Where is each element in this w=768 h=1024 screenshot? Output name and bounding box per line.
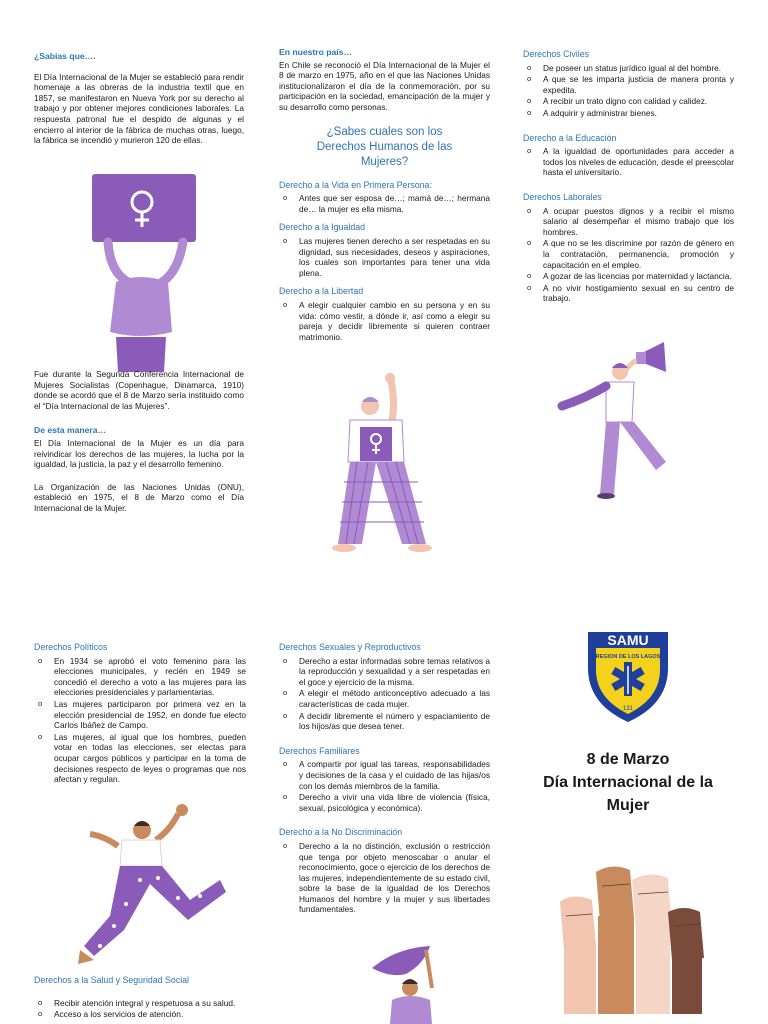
list-item: o De poseer un status jurídico igual al del hombre.	[527, 63, 734, 74]
list-item: o A elegir cualquier cambio en su persona y en su vida: cómo vestir, a dónde ir, así como a elegir su pareja y decidir libremente si quieren contraer matrimonio.	[283, 300, 490, 342]
woman-holding-sign-illustration	[88, 172, 203, 372]
onu-text: La Organización de las Naciones Unidas (ONU), estableció en 1975, el 8 de Marzo como el Día Internacional de la Mujer.	[34, 481, 244, 513]
politicos-heading: Derechos Políticos	[34, 642, 108, 652]
column-civil-rights	[523, 49, 734, 305]
list-item: o Antes que ser esposa de…; mamá de…; hermana de… la mujer es ella misma.	[283, 193, 490, 214]
column-sexual-rights	[279, 642, 490, 916]
cover-title-event: Día Internacional de la Mujer	[543, 774, 713, 814]
woman-with-megaphone-illustration	[556, 338, 676, 500]
vida-heading: Derecho a la Vida en Primera Persona:	[279, 179, 432, 190]
list-item: o A adquirir y administrar bienes.	[527, 108, 734, 119]
sexuales-heading: Derechos Sexuales y Reproductivos	[279, 642, 421, 652]
familiares-list	[283, 759, 490, 813]
samu-ring-text: REGION DE LOS LAGOS	[595, 654, 661, 660]
igualdad-list	[283, 236, 490, 278]
educacion-heading: Derecho a la Educación	[523, 132, 617, 143]
list-item: o Las mujeres participaron por primera vez en la elección presidencial de 1952, en donde fue electo Carlos Ibáñez de Campo.	[38, 699, 246, 731]
rights-question: ¿Sabes cuales son los Derechos Humanos de las Mujeres?	[316, 125, 453, 168]
list-item: o Derecho a la no distinción, exclusión o restricción que tenga por objeto menoscabar o anular el reconocimiento, goce o ejercicio de los derechos de las mujeres, independientemente de su estado civil, sobre la base de la igualdad de los Derechos Humanos del hombre y la mujer y sus libertades fundamentales.	[283, 841, 490, 915]
samu-logo	[584, 628, 672, 724]
list-item: o A elegir el método anticonceptivo adecuado a las características de cada mujer.	[283, 688, 490, 709]
woman-raising-fist-illustration	[322, 372, 447, 554]
column-political-rights	[34, 642, 246, 786]
samu-number: 131	[622, 706, 634, 712]
pais-heading: En nuestro país…	[279, 47, 353, 57]
list-item: o A recibir un trato digno con calidad y calidez.	[527, 96, 734, 107]
libertad-list	[283, 300, 490, 342]
list-item: o Derecho a estar informadas sobre temas relativos a la reproducción y sexualidad y a ser respetadas en el goce y ejercicio de la misma.	[283, 656, 490, 688]
list-item: o Las mujeres, al igual que los hombres, pueden votar en todas las elecciones, ser electas para ocupar cargos públicos y participar en la toma de decisiones respecto de leyes o programas que nos afectan y regulan.	[38, 732, 246, 785]
column-history-2	[34, 369, 244, 524]
column-chile	[279, 47, 490, 343]
list-item: o A ocupar puestos dignos y a recibir el mismo salario al desempeñar el mismo trabajo que los hombres.	[527, 206, 734, 238]
conferencia-text: Fue durante la Segunda Conferencia Internacional de Mujeres Socialistas (Copenhague, Dinamarca, 1910) donde se acordó que el 8 de Marzo sería instituido como el “Día Internacional de las Mujeres”.	[34, 369, 244, 411]
salud-list	[38, 998, 246, 1020]
pais-text: En Chile se reconoció el Día Internacional de la Mujer el 8 de marzo en 1975, año en el que las Naciones Unidas institucionalizaron el día de la conmemoración, por su participación en la sociedad, emancipación de la mujer y su desarrollo como personas.	[279, 59, 490, 112]
list-item: o Recibir atención integral y respetuosa a su salud.	[38, 998, 246, 1009]
list-item: o A gozar de las licencias por maternidad y lactancia.	[527, 271, 734, 282]
raised-fists-illustration	[556, 858, 716, 1014]
list-item: o Las mujeres tienen derecho a ser respetadas en su dignidad, sus necesidades, deseos y aspiraciones, los cuales son importantes para tener una vida plena.	[283, 236, 490, 278]
cover-title-date: 8 de Marzo	[586, 751, 670, 768]
igualdad-heading: Derecho a la Igualdad	[279, 222, 366, 233]
column-history	[34, 51, 244, 156]
salud-heading: Derechos a la Salud y Seguridad Social	[34, 975, 190, 985]
list-item: o Derecho a vivir una vida libre de violencia (física, sexual, psicológica y económica).	[283, 792, 490, 813]
list-item: o En 1934 se aprobó el voto femenino para las elecciones municipales, y recién en 1949 se concedió el derecho a voto a las mujeres para las elecciones presidenciales y parlamentarias.	[38, 656, 246, 698]
list-item: o A que se les imparta justicia de manera pronta y expedita.	[527, 74, 734, 95]
libertad-heading: Derecho a la Libertad	[279, 286, 364, 297]
politicos-list	[38, 656, 246, 785]
civiles-heading: Derechos Civiles	[523, 49, 589, 59]
educacion-list	[527, 146, 734, 178]
manera-text: El Día Internacional de la Mujer es un día para reivindicar los derechos de las mujeres, la lucha por la igualdad, la justicia, la paz y el desarrollo femenino.	[34, 437, 244, 470]
list-item: o A que no se les discrimine por razón de género en la contratación, permanencia, promoción y capacitación en el empleo.	[527, 238, 734, 270]
manera-heading: De esta manera…	[34, 425, 107, 436]
sabias-heading: ¿Sabias que….	[34, 51, 96, 61]
laborales-list	[527, 206, 734, 304]
woman-with-flag-illustration	[366, 944, 446, 1024]
nodiscrim-list	[283, 841, 490, 915]
sexuales-list	[283, 656, 490, 732]
vida-list	[283, 193, 490, 214]
sabias-text: El Día Internacional de la Mujer se estableció para rendir homenaje a las obreras de la industria textil que en 1857, se manifestaron en Nueva York por su derecho al trabajo y por obtener mejores condiciones laborales. La respuesta patronal fue el despido de algunas y el encierro al interior de la fábrica de muchas otras, luego, la fábrica se incendió y murieron 120 de ellas.	[34, 71, 244, 146]
cover-title	[528, 748, 728, 817]
laborales-heading: Derechos Laborales	[523, 191, 602, 202]
familiares-heading: Derechos Familiares	[279, 745, 360, 756]
civiles-list	[527, 63, 734, 119]
samu-logo-text: SAMU	[607, 632, 649, 648]
list-item: o A decidir libremente el número y espaciamiento de los hijos/as que desea tener.	[283, 711, 490, 732]
list-item: o A no vivir hostigamiento sexual en su centro de trabajo.	[527, 283, 734, 304]
column-health-rights	[34, 975, 246, 1021]
list-item: o Acceso a los servicios de atención.	[38, 1009, 246, 1020]
nodiscrim-heading: Derecho a la No Discriminación	[279, 827, 403, 838]
list-item: o A la igualdad de oportunidades para acceder a todos los niveles de educación, desde el preescolar hasta el universitario.	[527, 146, 734, 178]
woman-running-illustration	[70, 800, 230, 966]
list-item: o A compartir por igual las tareas, responsabilidades y decisiones de la casa y el cuidado de las hijas/os con los demás miembros de la familia.	[283, 759, 490, 791]
